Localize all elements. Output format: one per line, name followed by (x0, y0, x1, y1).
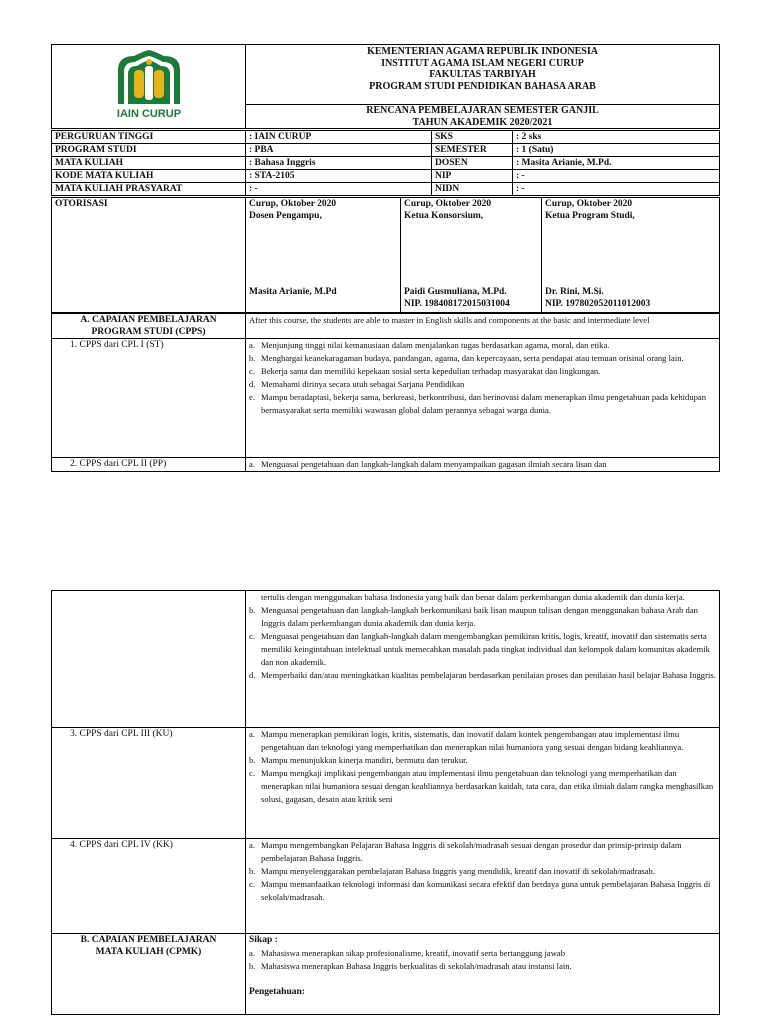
header-table (51, 44, 720, 129)
info-label: NIP (432, 170, 513, 183)
info-value: : 2 sks (513, 131, 720, 144)
header-line-2: INSTITUT AGAMA ISLAM NEGERI CURUP (381, 57, 584, 69)
info-value: : STA-2105 (246, 170, 432, 183)
sign-date: Curup, Oktober 2020 (545, 199, 633, 209)
cpl-ku-label: 3. CPPS dari CPL III (KU) (52, 728, 246, 839)
header-line-4: PROGRAM STUDI PENDIDIKAN BAHASA ARAB (369, 80, 596, 92)
header-line-1: KEMENTERIAN AGAMA REPUBLIK INDONESIA (367, 46, 598, 57)
signature-kaprodi (542, 198, 720, 313)
list-item: a. Mampu menerapkan pemikiran logis, kritis, sistematis, dan inovatif dalam kontek pengembangan atau implementasi ilmu pengetahuan dan teknologi yang memperhatikan dan menerapkan nilai humaniora yang sesuai dengan bidang keahliannya. (249, 729, 684, 752)
pengetahuan-label: Pengetahuan: (249, 987, 305, 997)
cpps-title-line-2: PROGRAM STUDI (CPPS) (91, 327, 206, 337)
sign-date: Curup, Oktober 2020 (249, 199, 337, 209)
cpl-pp-continued-label (52, 591, 246, 728)
sikap-label: Sikap : (249, 935, 278, 945)
cpl-kk-list-cell (246, 839, 720, 934)
iain-curup-logo (104, 48, 194, 122)
cpl-ku-list-cell (246, 728, 720, 839)
header-rps-block (246, 105, 720, 129)
sign-role: Dosen Pengampu, (249, 211, 322, 221)
logo-cell (52, 45, 246, 129)
cpl-st-list-cell (246, 339, 720, 458)
list-item: c. Mampu memanfaatkan teknologi informasi dan komunikasi secara efektif dan berdaya guna untuk pembelajaran Bahasa Inggris di sekolah/madrasah. (249, 879, 711, 902)
info-table (51, 130, 720, 196)
cpl-pp-list (249, 604, 716, 682)
list-item: c. Mampu mengkaji implikasi pengembangan atau implementasi ilmu pengetahuan dan teknologi yang memperhatikan dan menerapkan nilai humaniora sesuai dengan keahliannya berdasarkan kaidah, tata cara, dan etika ilmiah dalam rangka menghasilkan solusi, gagasan, desain atau kritik seni (249, 768, 714, 804)
sign-name: Paidi Gusmuliana, M.Pd. (404, 287, 507, 297)
page-gap (0, 520, 768, 580)
cpmk-title-line-1: B. CAPAIAN PEMBELAJARAN (80, 935, 217, 945)
sign-name: Dr. Rini, M.Si. (545, 287, 604, 297)
list-item: b. Mampu menunjukkan kinerja mandiri, bermutu dan terukur. (249, 755, 468, 765)
info-value: : - (513, 183, 720, 196)
cpl-pp-first-item (246, 458, 720, 472)
cpps-continued-table (51, 590, 720, 1015)
list-item: b. Menguasai pengetahuan dan langkah-langkah berkomunikasi baik lisan maupun tulisan dengan menggunakan bahasa Arab dan Inggris dalam perkembangan dunia akademik dan dunia kerja. (249, 605, 698, 628)
cpl-st-label: 1. CPPS dari CPL I (ST) (52, 339, 246, 458)
cpl-pp-list-cell (246, 591, 720, 728)
cpps-title (52, 314, 246, 339)
signature-dosen (246, 198, 401, 313)
sign-role: Ketua Konsorsium, (404, 211, 484, 221)
info-label: PERGURUAN TINGGI (52, 131, 246, 144)
info-value: : - (246, 183, 432, 196)
list-item: a. Mampu mengembangkan Pelajaran Bahasa Inggris di sekolah/madrasah sesuai dengan prosedur dan prinsip-prinsip dalam pembelajaran Bahasa Inggris. (249, 840, 682, 863)
list-item: c. Menguasai pengetahuan dan langkah-langkah dalam mengembangkan pemikiran kritis, logis, kreatif, inovatif dan sistematis serta memiliki keingintahuan intelektual untuk memecahkan masalah pada tingkat individual dan kelompok dalam komunitas akademik dan non akademik. (249, 631, 710, 667)
info-label: PROGRAM STUDI (52, 144, 246, 157)
sign-nip: NIP. 197802052011012003 (545, 299, 651, 309)
list-item: a. Mahasiswa menerapkan sikap profesionalisme, kreatif, inovatif serta bertanggung jawab (249, 948, 566, 958)
info-label: KODE MATA KULIAH (52, 170, 246, 183)
cpps-table (51, 313, 720, 472)
list-item: d. Memahami dirinya secara utuh sebagai Sarjana Pendidikan (249, 379, 465, 389)
list-item: d. Memperbaiki dan/atau meningkatkan kualitas pembelajaran berdasarkan penilaian proses dan penilaian hasil belajar Bahasa Inggris. (249, 670, 716, 680)
cpl-ku-list (249, 728, 716, 806)
header-line-5: RENCANA PEMBELAJARAN SEMESTER GANJIL (366, 105, 599, 116)
list-item: e. Mampu beradaptasi, bekerja sama, berkreasi, berkontribusi, dan berinovasi dalam menerapkan ilmu pengetahuan pada kehidupan bermasyarakat serta memiliki wawasan global dalam perannya sebagai warga dunia. (249, 392, 707, 415)
cpmk-content (246, 934, 720, 1015)
otorisasi-label: OTORISASI (52, 198, 246, 313)
sikap-list (249, 947, 716, 973)
info-value: : IAIN CURUP (246, 131, 432, 144)
sign-date: Curup, Oktober 2020 (404, 199, 492, 209)
sign-name: Masita Arianie, M.Pd (249, 287, 337, 297)
page-2 (0, 580, 768, 1024)
cpl-kk-label: 4. CPPS dari CPL IV (KK) (52, 839, 246, 934)
otorisasi-table (51, 197, 720, 313)
info-value: : - (513, 170, 720, 183)
cpl-pp-label: 2. CPPS dari CPL II (PP) (52, 458, 246, 472)
info-value: : 1 (Satu) (513, 144, 720, 157)
info-value: : PBA (246, 144, 432, 157)
cpl-kk-list (249, 839, 716, 904)
list-item: a. Menguasai pengetahuan dan langkah-langkah dalam menyampaikan gagasan ilmiah secara lisan dan (249, 459, 607, 469)
info-label: DOSEN (432, 157, 513, 170)
signature-konsorsium (401, 198, 542, 313)
cpmk-title (52, 934, 246, 1015)
info-label: MATA KULIAH PRASYARAT (52, 183, 246, 196)
info-value: : Bahasa Inggris (246, 157, 432, 170)
list-item: b. Mampu menyelenggarakan pembelajaran Bahasa Inggris yang mendidik, kreatif dan inovatif di sekolah/madrasah. (249, 866, 655, 876)
info-label: MATA KULIAH (52, 157, 246, 170)
list-item: b. Mahasiswa menerapkan Bahasa Inggris berkualitas di sekolah/madrasah atau instansi lain. (249, 961, 572, 971)
cpl-pp-item-a-continued: tertulis dengan menggunakan bahasa Indonesia yang baik dan benar dalam perkembangan dunia akademik dan dunia kerja. (261, 592, 685, 602)
list-item: b. Menghargai keanekaragaman budaya, pandangan, agama, dan kepercayaan, serta pendapat atau temuan orisinal orang lain. (249, 353, 684, 363)
sign-role: Ketua Program Studi, (545, 211, 635, 221)
info-label: NIDN (432, 183, 513, 196)
list-item: c. Bekerja sama dan memiliki kepekaan sosial serta kepedulian terhadap masyarakat dan lingkungan. (249, 366, 601, 376)
sign-nip: NIP. 198408172015031004 (404, 299, 510, 309)
info-label: SEMESTER (432, 144, 513, 157)
cpl-st-list (249, 339, 716, 417)
list-item: a. Menjunjung tinggi nilai kemanusiaan dalam menjalankan tugas berdasarkan agama, moral, dan etika. (249, 340, 610, 350)
cpmk-title-line-2: MATA KULIAH (CPMK) (95, 947, 202, 957)
svg-text:IAIN CURUP: IAIN CURUP (116, 107, 181, 120)
header-title-block (246, 45, 720, 105)
info-value: : Masita Arianie, M.Pd. (513, 157, 720, 170)
header-line-3: FAKULTAS TARBIYAH (429, 69, 536, 80)
cpps-description: After this course, the students are able to master in English skills and components at the basic and intermediate level (246, 314, 720, 339)
header-line-6: TAHUN AKADEMIK 2020/2021 (412, 116, 553, 128)
cpps-title-line-1: A. CAPAIAN PEMBELAJARAN (80, 315, 217, 325)
info-label: SKS (432, 131, 513, 144)
